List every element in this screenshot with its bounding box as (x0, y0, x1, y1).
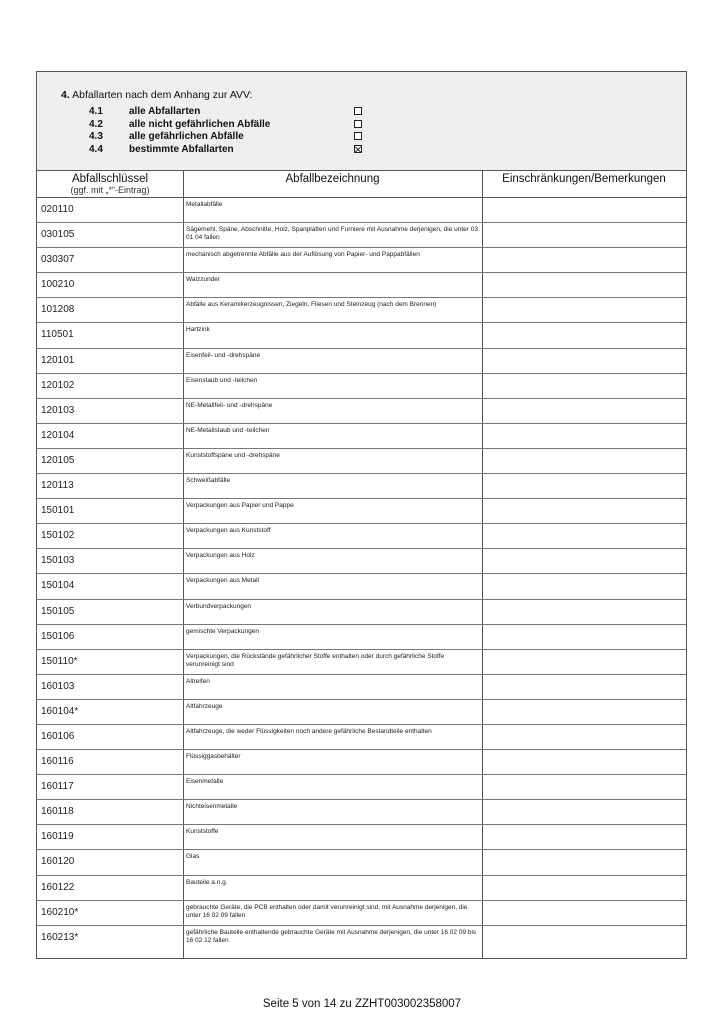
table-row (37, 449, 686, 474)
form-frame (36, 71, 687, 959)
table-row (37, 675, 686, 700)
waste-description: Glas (186, 853, 200, 861)
waste-description: Eisenfeil- und -drehspäne (186, 351, 261, 359)
header-waste-code: Abfallschlüssel (71, 173, 149, 185)
table-row (37, 600, 686, 625)
table-row (37, 700, 686, 725)
option-number: 4.2 (89, 118, 103, 130)
waste-description: Bauteile a.n.g. (186, 878, 228, 886)
section-title-text: Abfallarten nach dem Anhang zur AVV: (72, 89, 253, 101)
option-checkbox[interactable] (354, 145, 362, 153)
table-row (37, 248, 686, 273)
waste-code: 101208 (41, 304, 75, 316)
waste-code: 160117 (41, 781, 74, 793)
waste-code: 030307 (41, 254, 75, 266)
waste-description: Sägemehl, Späne, Abschnitte, Holz, Spanplatten und Furniere mit Ausnahme derjenigen, die unter 03 01 04 fallen (186, 226, 478, 242)
option-number: 4.1 (89, 106, 103, 117)
table-row (37, 650, 686, 675)
table-row (37, 524, 686, 549)
waste-code: 160106 (41, 730, 75, 742)
waste-description: gebrauchte Geräte, die PCB enthalten oder damit verunreinigt sind, mit Ausnahme derjenigen, die unter 16 02 09 fallen (186, 903, 468, 919)
remark-cell[interactable] (482, 850, 686, 874)
remark-cell[interactable] (482, 273, 686, 297)
table-row (37, 850, 686, 875)
waste-description: Walzzunder (186, 276, 221, 284)
waste-description: Altfahrzeuge (186, 702, 223, 710)
remark-cell[interactable] (482, 298, 686, 322)
remark-cell[interactable] (482, 700, 686, 724)
remark-cell[interactable] (482, 349, 686, 373)
table-row (37, 825, 686, 850)
remark-cell[interactable] (482, 198, 686, 222)
option-label: alle Abfallarten (129, 106, 201, 117)
remark-cell[interactable] (482, 374, 686, 398)
waste-description: Schweißabfälle (186, 477, 231, 485)
remark-cell[interactable] (482, 650, 686, 674)
remark-cell[interactable] (482, 499, 686, 523)
waste-description: NE-Metallfeil- und -drehspäne (186, 401, 273, 409)
waste-description: Verpackungen aus Holz (186, 552, 255, 560)
waste-code: 120104 (41, 429, 75, 441)
table-row (37, 499, 686, 524)
waste-description: NE-Metallstaub und -teilchen (186, 426, 270, 434)
remark-cell[interactable] (482, 926, 686, 951)
waste-code: 160116 (41, 756, 74, 768)
header-waste-code-sub: (ggf. mit „*“-Eintrag) (70, 185, 150, 195)
waste-description: Nichteisenmetalle (186, 803, 238, 811)
table-row (37, 775, 686, 800)
waste-code: 120102 (41, 379, 75, 391)
waste-description: Altfahrzeuge, die weder Flüssigkeiten noch andere gefährliche Bestandteile enthalten (186, 727, 432, 735)
waste-code: 160210* (41, 906, 79, 918)
table-row (37, 926, 686, 951)
table-row (37, 399, 686, 424)
remark-cell[interactable] (482, 549, 686, 573)
waste-table (37, 170, 686, 951)
waste-code: 150105 (41, 605, 75, 617)
table-row (37, 901, 686, 926)
table-row (37, 374, 686, 399)
waste-description: Abfälle aus Keramikerzeugnissen, Ziegeln, Fliesen und Steinzeug (nach dem Brennen) (186, 301, 437, 309)
table-body (37, 198, 686, 951)
waste-description: mechanisch abgetrennte Abfälle aus der Auflösung von Papier- und Pappabfällen (186, 251, 420, 259)
remark-cell[interactable] (482, 524, 686, 548)
waste-description: Verpackungen, die Rückstände gefährlicher Stoffe enthalten oder durch gefährliche Stoffe verunreinigt sind (186, 652, 445, 668)
table-row (37, 474, 686, 499)
remark-cell[interactable] (482, 474, 686, 498)
waste-code: 020110 (41, 204, 74, 215)
waste-code: 160103 (41, 680, 75, 692)
remark-cell[interactable] (482, 248, 686, 272)
waste-code: 150104 (41, 580, 75, 592)
option-checkbox[interactable] (354, 132, 362, 140)
header-remarks: Einschränkungen/Bemerkungen (502, 173, 666, 185)
table-header (37, 170, 686, 198)
table-row (37, 198, 686, 223)
waste-code: 120105 (41, 454, 75, 466)
table-row (37, 424, 686, 449)
option-checkbox[interactable] (354, 120, 362, 128)
table-row (37, 223, 686, 248)
table-row (37, 273, 686, 298)
remark-cell[interactable] (482, 625, 686, 649)
waste-code: 160122 (41, 881, 75, 893)
header-waste-name: Abfallbezeichnung (285, 173, 380, 185)
waste-description: Kunststoffspäne und -drehspäne (186, 451, 280, 459)
remark-cell[interactable] (482, 901, 686, 925)
table-row (37, 800, 686, 825)
option-number: 4.3 (89, 131, 103, 143)
waste-description: Verpackungen aus Metall (186, 577, 259, 585)
remark-cell[interactable] (482, 574, 686, 598)
section-title (61, 89, 252, 101)
waste-code: 150102 (41, 530, 75, 542)
waste-description: Eisenmetalle (186, 778, 224, 786)
waste-description: Verbundverpackungen (186, 602, 252, 610)
waste-description: gefährliche Bauteile enthaltende gebrauchte Geräte mit Ausnahme derjenigen, die unter 16 02 09 bis 16 02 12 fallen (186, 928, 477, 944)
waste-description: Hartzink (186, 326, 210, 334)
waste-code: 100210 (41, 279, 75, 291)
table-row (37, 750, 686, 775)
waste-description: Flüssiggasbehälter (186, 753, 241, 761)
waste-code: 110501 (41, 329, 74, 341)
option-label: alle gefährlichen Abfälle (129, 131, 244, 143)
option-number: 4.4 (89, 143, 103, 155)
waste-code: 030105 (41, 229, 75, 241)
table-row (37, 349, 686, 374)
option-label: bestimmte Abfallarten (129, 143, 234, 155)
remark-cell[interactable] (482, 399, 686, 423)
remark-cell[interactable] (482, 424, 686, 448)
table-row (37, 298, 686, 323)
remark-cell[interactable] (482, 223, 686, 247)
option-label: alle nicht gefährlichen Abfälle (129, 118, 271, 130)
waste-description: Kunststoffe (186, 828, 219, 836)
waste-code: 120101 (41, 354, 75, 366)
waste-code: 150106 (41, 630, 75, 642)
remark-cell[interactable] (482, 775, 686, 799)
option-checkbox[interactable] (354, 107, 362, 115)
remark-cell[interactable] (482, 600, 686, 624)
waste-code: 150103 (41, 555, 75, 567)
waste-code: 150101 (41, 505, 75, 517)
waste-code: 160118 (41, 806, 74, 818)
table-row (37, 876, 686, 901)
remark-cell[interactable] (482, 800, 686, 824)
waste-description: gemischte Verpackungen (186, 627, 259, 635)
table-row (37, 549, 686, 574)
waste-code: 160119 (41, 831, 74, 843)
section-header (37, 72, 686, 171)
table-row (37, 574, 686, 599)
waste-code: 120103 (41, 404, 75, 416)
table-row (37, 725, 686, 750)
table-row (37, 625, 686, 650)
waste-code: 120113 (41, 480, 74, 492)
waste-description: Verpackungen aus Kunststoff (186, 527, 271, 535)
remark-cell[interactable] (482, 825, 686, 849)
remark-cell[interactable] (482, 725, 686, 749)
waste-description: Altreifen (186, 677, 210, 685)
waste-description: Eisenstaub und -teilchen (186, 376, 258, 384)
remark-cell[interactable] (482, 750, 686, 774)
waste-code: 160104* (41, 705, 79, 717)
remark-cell[interactable] (482, 876, 686, 900)
waste-code: 150110* (41, 655, 78, 667)
waste-description: Metallabfälle (186, 201, 223, 208)
waste-code: 160213* (41, 931, 79, 943)
waste-code: 160120 (41, 856, 75, 868)
remark-cell[interactable] (482, 675, 686, 699)
page-footer: Seite 5 von 14 zu ZZHT003002358007 (262, 998, 462, 1010)
section-number: 4. (61, 89, 70, 101)
remark-cell[interactable] (482, 323, 686, 347)
remark-cell[interactable] (482, 449, 686, 473)
waste-description: Verpackungen aus Papier und Pappe (186, 502, 294, 510)
table-row (37, 323, 686, 348)
